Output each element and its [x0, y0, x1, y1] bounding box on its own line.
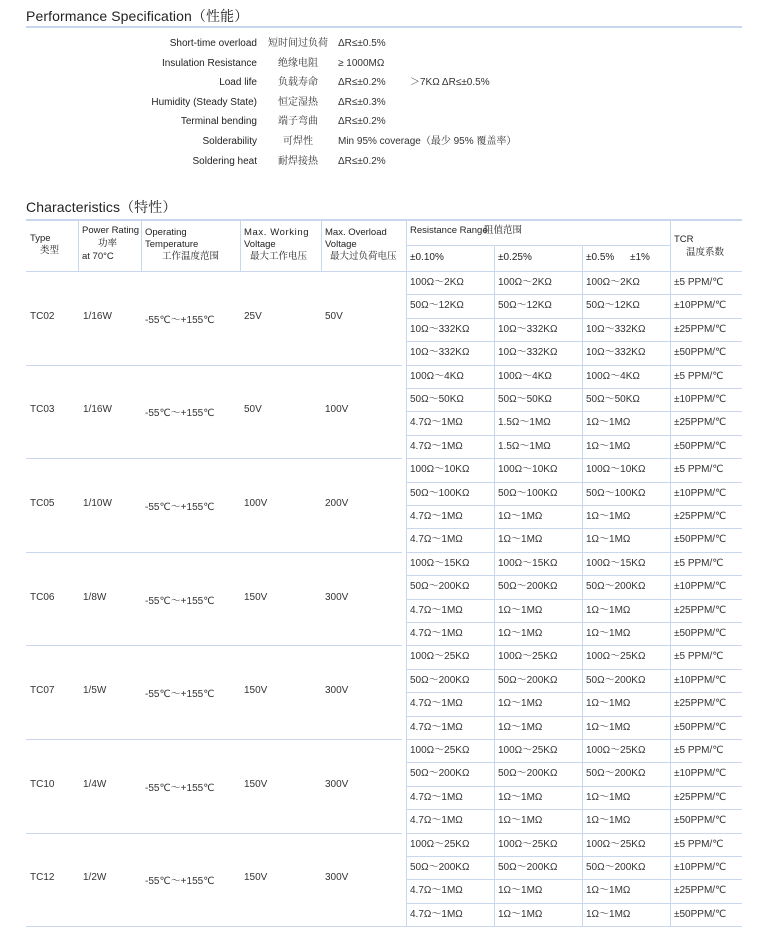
range-cell-025: 50Ω～100KΩ	[498, 487, 558, 499]
tcr-cell: ±25PPM/℃	[674, 791, 727, 803]
group-divider	[26, 833, 402, 834]
group-power: 1/2W	[83, 872, 107, 884]
header-working-en2: Voltage	[244, 239, 276, 250]
range-cell-025: 1Ω～1MΩ	[498, 534, 543, 546]
tcr-cell: ±50PPM/℃	[674, 440, 727, 452]
range-divider	[582, 271, 583, 365]
range-cell-05-1: 10Ω～332KΩ	[586, 323, 646, 335]
range-cell-05-1: 50Ω～12KΩ	[586, 300, 640, 312]
spec-value: Min 95% coverage（最少 95% 覆盖率）	[338, 136, 517, 147]
range-cell-025: 100Ω～25KΩ	[498, 838, 558, 850]
tcr-cell: ±50PPM/℃	[674, 628, 727, 639]
range-cell-010: 50Ω～200KΩ	[410, 581, 470, 593]
tcr-cell: ±10PPM/℃	[674, 394, 727, 405]
range-divider	[494, 271, 495, 365]
header-temp-en2: Temperature	[145, 239, 199, 250]
group-working-voltage: 100V	[244, 498, 268, 509]
tcr-cell: ±25PPM/℃	[674, 698, 727, 710]
range-cell-05-1: 1Ω～1MΩ	[586, 628, 631, 639]
range-cell-010: 50Ω～200KΩ	[410, 768, 470, 780]
range-cell-05-1: 100Ω～4KΩ	[586, 370, 640, 382]
range-cell-025: 1Ω～1MΩ	[498, 628, 543, 639]
header-tcr-en: TCR	[674, 234, 694, 245]
spec-value: ΔR≤±0.3%	[338, 96, 386, 108]
range-cell-025: 100Ω～25KΩ	[498, 745, 558, 756]
header-temp-en1: Operating	[145, 227, 187, 238]
range-cell-025: 50Ω～50KΩ	[498, 394, 552, 405]
header-tol-010: ±0.10%	[410, 252, 444, 263]
range-cell-05-1: 100Ω～25KΩ	[586, 745, 646, 756]
tcr-cell: ±50PPM/℃	[674, 347, 727, 359]
group-overload-voltage: 100V	[325, 404, 349, 416]
spec-label-cn: 耐焊接热	[278, 155, 318, 167]
group-working-voltage: 150V	[244, 778, 268, 790]
range-cell-05-1: 50Ω～200KΩ	[586, 581, 646, 593]
spec-label-cn: 端子弯曲	[278, 116, 318, 128]
group-power: 1/5W	[83, 685, 107, 697]
group-type: TC06	[30, 591, 55, 603]
range-cell-025: 100Ω～4KΩ	[498, 370, 552, 382]
group-power: 1/8W	[83, 591, 107, 603]
range-divider	[406, 458, 407, 552]
range-cell-05-1: 1Ω～1MΩ	[586, 604, 631, 616]
group-divider	[26, 645, 402, 646]
range-cell-025: 1Ω～1MΩ	[498, 511, 543, 522]
tcr-cell: ±25PPM/℃	[674, 604, 727, 616]
spec-label-cn: 绝缘电阻	[278, 57, 318, 69]
range-header-rule	[406, 245, 670, 246]
tcr-cell: ±25PPM/℃	[674, 417, 727, 429]
range-cell-010: 50Ω～12KΩ	[410, 300, 464, 312]
header-tcr-cn: 温度系数	[686, 247, 725, 258]
header-working-cn: 最大工作电压	[250, 251, 308, 262]
group-power: 1/16W	[83, 404, 112, 416]
range-cell-025: 50Ω～12KΩ	[498, 300, 552, 312]
range-divider	[494, 645, 495, 739]
header-range-cn: 阻值范围	[484, 225, 523, 236]
group-working-voltage: 25V	[244, 310, 262, 322]
range-cell-025: 1Ω～1MΩ	[498, 885, 543, 897]
tcr-cell: ±25PPM/℃	[674, 323, 727, 335]
tcr-cell: ±10PPM/℃	[674, 581, 727, 593]
table-top-rule	[26, 219, 742, 221]
range-divider	[494, 365, 495, 459]
group-working-voltage: 50V	[244, 404, 262, 416]
range-cell-010: 4.7Ω～1MΩ	[410, 628, 463, 639]
range-divider	[494, 458, 495, 552]
range-cell-05-1: 1Ω～1MΩ	[586, 440, 631, 452]
range-cell-025: 1Ω～1MΩ	[498, 791, 543, 803]
spec-label-cn: 可焊性	[283, 136, 313, 147]
range-cell-05-1: 100Ω～15KΩ	[586, 557, 646, 569]
tcr-cell: ±10PPM/℃	[674, 674, 727, 686]
spec-label-cn: 短时间过负荷	[268, 38, 328, 49]
range-cell-010: 100Ω～2KΩ	[410, 277, 464, 288]
range-cell-010: 100Ω～25KΩ	[410, 651, 470, 663]
spec-row	[0, 132, 775, 152]
characteristics-table	[26, 219, 742, 927]
range-divider	[406, 833, 407, 927]
header-tol-05: ±0.5%	[586, 252, 615, 263]
range-divider	[406, 645, 407, 739]
spec-value: ΔR≤±0.2%	[338, 155, 386, 167]
range-cell-010: 50Ω～50KΩ	[410, 394, 464, 405]
range-cell-05-1: 1Ω～1MΩ	[586, 417, 631, 429]
range-cell-010: 4.7Ω～1MΩ	[410, 908, 463, 920]
tcr-cell: ±5 PPM/℃	[674, 464, 724, 476]
range-cell-010: 4.7Ω～1MΩ	[410, 721, 463, 733]
range-divider	[494, 739, 495, 833]
range-cell-05-1: 50Ω～100KΩ	[586, 487, 646, 499]
range-cell-025: 1Ω～1MΩ	[498, 604, 543, 616]
range-cell-025: 1.5Ω～1MΩ	[498, 440, 551, 452]
range-divider	[582, 739, 583, 833]
header-type-en: Type	[30, 233, 51, 244]
header-divider	[494, 245, 495, 271]
header-overload-en1: Max. Overload	[325, 227, 387, 238]
range-divider	[670, 645, 671, 739]
group-working-voltage: 150V	[244, 685, 268, 697]
range-cell-025: 1Ω～1MΩ	[498, 698, 543, 710]
group-temperature: -55℃～+155℃	[145, 782, 215, 794]
header-divider	[406, 219, 407, 271]
range-cell-010: 4.7Ω～1MΩ	[410, 815, 463, 827]
range-cell-010: 4.7Ω～1MΩ	[410, 698, 463, 710]
range-divider	[406, 271, 407, 365]
spec-value: ΔR≤±0.2%	[338, 77, 386, 89]
group-temperature: -55℃～+155℃	[145, 408, 215, 420]
group-power: 1/16W	[83, 310, 112, 322]
tcr-cell: ±50PPM/℃	[674, 721, 727, 733]
tcr-cell: ±50PPM/℃	[674, 908, 727, 920]
range-cell-025: 1.5Ω～1MΩ	[498, 417, 551, 429]
spec-label-en: Short-time overload	[169, 38, 257, 49]
group-divider	[26, 365, 402, 366]
range-cell-010: 50Ω～200KΩ	[410, 862, 470, 873]
spec-label-en: Humidity (Steady State)	[151, 96, 257, 108]
group-type: TC02	[30, 310, 55, 322]
range-divider	[670, 365, 671, 459]
range-cell-025: 10Ω～332KΩ	[498, 323, 558, 335]
group-type: TC12	[30, 872, 55, 884]
range-divider	[582, 645, 583, 739]
header-overload-en2: Voltage	[325, 239, 357, 250]
range-cell-025: 1Ω～1MΩ	[498, 721, 543, 733]
range-cell-05-1: 100Ω～25KΩ	[586, 838, 646, 850]
range-cell-010: 4.7Ω～1MΩ	[410, 604, 463, 616]
tcr-cell: ±25PPM/℃	[674, 511, 727, 522]
range-divider	[406, 552, 407, 646]
range-divider	[670, 739, 671, 833]
range-cell-010: 10Ω～332KΩ	[410, 323, 470, 335]
header-divider	[240, 219, 241, 271]
range-cell-010: 4.7Ω～1MΩ	[410, 417, 463, 429]
range-cell-025: 100Ω～25KΩ	[498, 651, 558, 663]
group-overload-voltage: 300V	[325, 685, 349, 697]
table-bottom-rule	[26, 926, 742, 927]
range-cell-025: 50Ω～200KΩ	[498, 862, 558, 873]
range-cell-05-1: 100Ω～2KΩ	[586, 277, 640, 288]
group-type: TC05	[30, 498, 55, 509]
range-cell-025: 100Ω～2KΩ	[498, 277, 552, 288]
group-type: TC10	[30, 778, 55, 790]
spec-value: ΔR≤±0.2%	[338, 116, 386, 128]
range-cell-05-1: 1Ω～1MΩ	[586, 885, 631, 897]
group-divider	[26, 552, 402, 553]
tcr-cell: ±25PPM/℃	[674, 885, 727, 897]
range-cell-025: 100Ω～15KΩ	[498, 557, 558, 569]
tcr-cell: ±10PPM/℃	[674, 300, 727, 312]
range-cell-025: 1Ω～1MΩ	[498, 908, 543, 920]
spec-label-cn: 负载寿命	[278, 77, 318, 89]
range-cell-010: 50Ω～200KΩ	[410, 674, 470, 686]
range-cell-05-1: 1Ω～1MΩ	[586, 791, 631, 803]
spec-row	[0, 73, 775, 93]
spec-label-en: Terminal bending	[180, 116, 257, 128]
tcr-cell: ±10PPM/℃	[674, 487, 727, 499]
performance-rule	[26, 26, 742, 28]
spec-extra-value: ＞7KΩ ΔR≤±0.5%	[410, 77, 490, 89]
range-cell-05-1: 50Ω～50KΩ	[586, 394, 640, 405]
header-range-en: Resistance Range	[410, 225, 488, 236]
group-temperature: -55℃～+155℃	[145, 314, 215, 326]
range-cell-025: 100Ω～10KΩ	[498, 464, 558, 476]
range-divider	[670, 458, 671, 552]
header-divider	[321, 219, 322, 271]
range-cell-010: 4.7Ω～1MΩ	[410, 440, 463, 452]
tcr-cell: ±50PPM/℃	[674, 534, 727, 546]
range-cell-05-1: 1Ω～1MΩ	[586, 815, 631, 827]
header-tol-025: ±0.25%	[498, 252, 532, 263]
spec-label-en: Load life	[219, 77, 257, 89]
tcr-cell: ±10PPM/℃	[674, 768, 727, 780]
range-cell-025: 10Ω～332KΩ	[498, 347, 558, 359]
spec-value: ΔR≤±0.5%	[338, 38, 386, 49]
range-cell-05-1: 1Ω～1MΩ	[586, 698, 631, 710]
range-divider	[406, 365, 407, 459]
group-overload-voltage: 300V	[325, 591, 349, 603]
group-overload-voltage: 50V	[325, 310, 343, 322]
header-power-cn: 功率	[98, 238, 118, 249]
spec-row	[0, 34, 775, 54]
group-divider	[26, 458, 402, 459]
characteristics-title: Characteristics（特性）	[26, 199, 177, 215]
range-divider	[582, 833, 583, 927]
header-divider	[670, 219, 671, 271]
group-type: TC07	[30, 685, 55, 697]
range-cell-05-1: 1Ω～1MΩ	[586, 721, 631, 733]
spec-label-en: Insulation Resistance	[161, 57, 257, 69]
header-working-en1: Max. Working	[244, 227, 310, 238]
group-temperature: -55℃～+155℃	[145, 876, 215, 888]
range-divider	[670, 271, 671, 365]
group-temperature: -55℃～+155℃	[145, 595, 215, 607]
range-cell-025: 1Ω～1MΩ	[498, 815, 543, 827]
header-tol-1: ±1%	[630, 252, 650, 263]
group-overload-voltage: 200V	[325, 498, 349, 509]
header-power-en: Power Rating	[82, 225, 140, 236]
range-divider	[582, 365, 583, 459]
range-divider	[494, 833, 495, 927]
header-overload-cn: 最大过负荷电压	[330, 251, 397, 262]
header-divider	[582, 245, 583, 271]
range-cell-05-1: 100Ω～25KΩ	[586, 651, 646, 663]
group-type: TC03	[30, 404, 55, 416]
group-divider	[26, 739, 402, 740]
range-cell-010: 4.7Ω～1MΩ	[410, 791, 463, 803]
range-cell-010: 100Ω～25KΩ	[410, 838, 470, 850]
tcr-cell: ±5 PPM/℃	[674, 838, 724, 850]
tcr-cell: ±5 PPM/℃	[674, 651, 724, 663]
tcr-cell: ±10PPM/℃	[674, 862, 727, 873]
range-cell-05-1: 100Ω～10KΩ	[586, 464, 646, 476]
spec-row	[0, 152, 775, 172]
spec-label-en: Solderability	[202, 136, 257, 147]
group-power: 1/10W	[83, 498, 112, 509]
range-cell-010: 10Ω～332KΩ	[410, 347, 470, 359]
range-divider	[582, 552, 583, 646]
range-cell-010: 100Ω～4KΩ	[410, 370, 464, 382]
range-cell-05-1: 50Ω～200KΩ	[586, 862, 646, 873]
tcr-cell: ±5 PPM/℃	[674, 277, 724, 288]
tcr-cell: ±5 PPM/℃	[674, 370, 724, 382]
range-cell-05-1: 10Ω～332KΩ	[586, 347, 646, 359]
range-divider	[406, 739, 407, 833]
range-divider	[582, 458, 583, 552]
range-cell-05-1: 50Ω～200KΩ	[586, 768, 646, 780]
group-working-voltage: 150V	[244, 591, 268, 603]
range-cell-05-1: 1Ω～1MΩ	[586, 908, 631, 920]
group-overload-voltage: 300V	[325, 778, 349, 790]
spec-row	[0, 112, 775, 132]
group-overload-voltage: 300V	[325, 872, 349, 884]
range-cell-010: 4.7Ω～1MΩ	[410, 534, 463, 546]
tcr-cell: ±5 PPM/℃	[674, 745, 724, 756]
header-power-sub: at 70°C	[82, 251, 114, 262]
spec-label-cn: 恒定湿热	[278, 96, 318, 108]
header-divider	[141, 219, 142, 271]
group-working-voltage: 150V	[244, 872, 268, 884]
spec-row	[0, 54, 775, 74]
range-cell-010: 50Ω～100KΩ	[410, 487, 470, 499]
range-cell-010: 100Ω～15KΩ	[410, 557, 470, 569]
range-cell-010: 4.7Ω～1MΩ	[410, 885, 463, 897]
header-type-cn: 类型	[40, 245, 60, 256]
tcr-cell: ±50PPM/℃	[674, 815, 727, 827]
range-cell-025: 50Ω～200KΩ	[498, 674, 558, 686]
range-cell-025: 50Ω～200KΩ	[498, 581, 558, 593]
group-temperature: -55℃～+155℃	[145, 502, 215, 513]
spec-label-en: Soldering heat	[192, 155, 257, 167]
spec-value: ≥ 1000MΩ	[338, 57, 385, 69]
range-cell-05-1: 1Ω～1MΩ	[586, 511, 631, 522]
group-power: 1/4W	[83, 778, 107, 790]
performance-title: Performance Specification（性能）	[26, 8, 249, 24]
range-cell-010: 4.7Ω～1MΩ	[410, 511, 463, 522]
range-divider	[670, 552, 671, 646]
range-cell-025: 50Ω～200KΩ	[498, 768, 558, 780]
group-temperature: -55℃～+155℃	[145, 689, 215, 701]
spec-row	[0, 93, 775, 113]
range-cell-010: 100Ω～25KΩ	[410, 745, 470, 756]
range-divider	[670, 833, 671, 927]
range-cell-05-1: 1Ω～1MΩ	[586, 534, 631, 546]
header-divider	[78, 219, 79, 271]
range-cell-010: 100Ω～10KΩ	[410, 464, 470, 476]
header-temp-cn: 工作温度范围	[162, 251, 220, 262]
tcr-cell: ±5 PPM/℃	[674, 557, 724, 569]
range-cell-05-1: 50Ω～200KΩ	[586, 674, 646, 686]
range-divider	[494, 552, 495, 646]
